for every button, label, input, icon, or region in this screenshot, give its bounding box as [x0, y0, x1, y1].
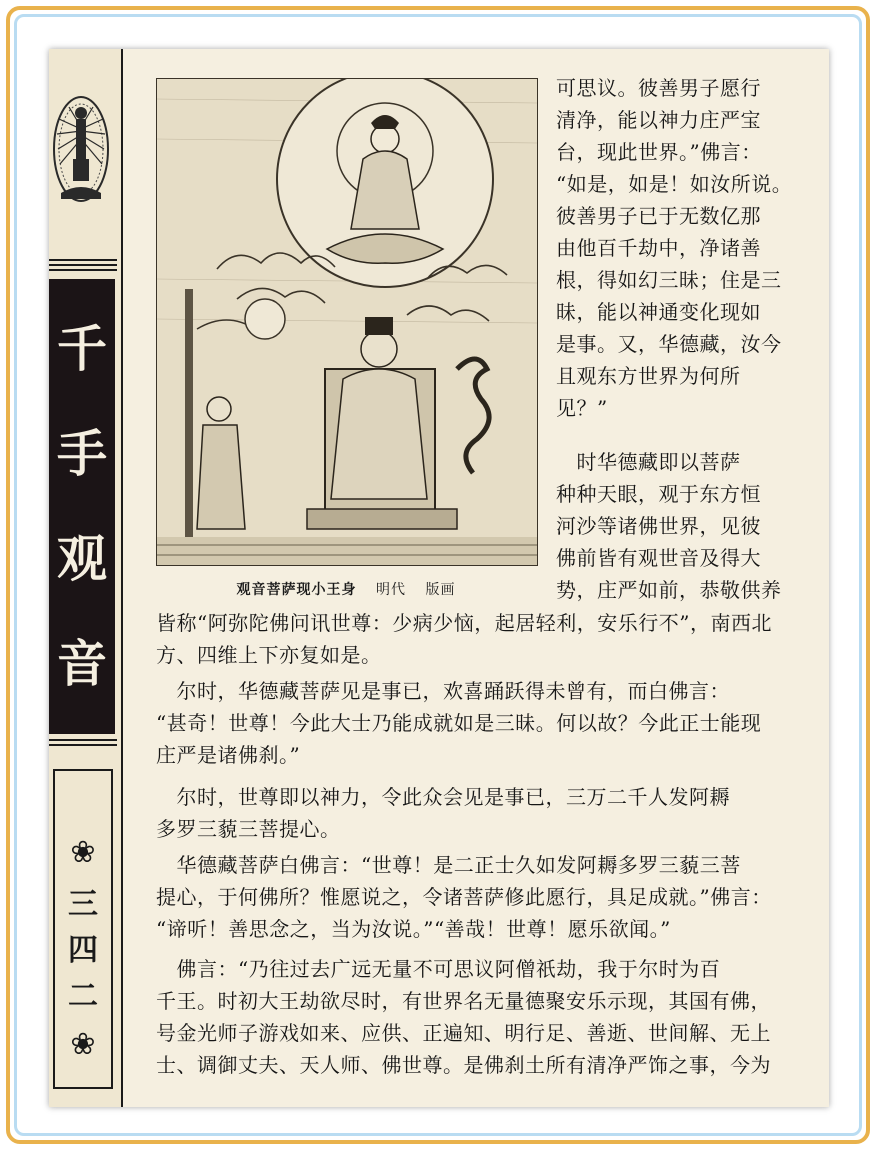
text-line: 华德藏菩萨白佛言：“世尊！是二正士久如发阿耨多罗三藐三菩 — [156, 853, 741, 877]
divider — [49, 269, 117, 271]
emblem-panel — [49, 49, 117, 261]
text-line: 清净，能以神力庄严宝 — [556, 108, 761, 132]
thousand-armed-guanyin-emblem-icon — [51, 89, 111, 209]
text-line: 士、调御丈夫、天人师、佛世尊。是佛刹土所有清净严饰之事，今为 — [156, 1053, 771, 1077]
text-line: 昧，能以神通变化现如 — [556, 300, 761, 324]
caption-type: 版画 — [425, 582, 456, 598]
woodblock-illustration — [156, 78, 538, 566]
page-number-char: 三 — [68, 887, 98, 922]
text-line: 号金光师子游戏如来、应供、正遍知、明行足、善逝、世间解、无上 — [156, 1021, 771, 1045]
text-line: 势，庄严如前，恭敬供养 — [556, 578, 782, 602]
page-number-char: 四 — [68, 933, 98, 968]
text-line: 佛前皆有观世音及得大 — [556, 546, 761, 570]
book-title-char: 观 — [57, 530, 107, 588]
book-title-char: 音 — [57, 635, 107, 693]
text-line: 且观东方世界为何所 — [556, 364, 741, 388]
page-number-panel — [53, 769, 113, 1089]
flower-ornament-icon: ❀ — [70, 835, 96, 870]
text-line: 皆称“阿弥陀佛问讯世尊：少病少恼，起居轻利，安乐行不”，南西北 — [156, 611, 772, 635]
text-line: 彼善男子已于无数亿那 — [556, 204, 761, 228]
book-title-char: 千 — [57, 320, 107, 378]
book-page — [49, 49, 829, 1107]
caption-era: 明代 — [376, 582, 406, 598]
text-line: 多罗三藐三菩提心。 — [156, 817, 341, 841]
text-line: 根，得如幻三昧；住是三 — [556, 268, 782, 292]
text-line: 台，现此世界。”佛言： — [556, 140, 762, 164]
text-line: “如是，如是！如汝所说。 — [556, 172, 793, 196]
caption-title: 观音菩萨现小王身 — [236, 582, 357, 598]
illustration-caption — [156, 579, 536, 599]
page-number-char: 二 — [68, 979, 98, 1014]
text-line: 尔时，世尊即以神力，令此众会见是事已，三万二千人发阿耨 — [156, 785, 730, 809]
divider — [49, 264, 117, 266]
text-line: “谛听！善思念之，当为汝说。”“善哉！世尊！愿乐欲闻。” — [156, 917, 671, 941]
text-line: 是事。又，华德藏，汝今 — [556, 332, 782, 356]
text-line: 庄严是诸佛刹。” — [156, 743, 301, 767]
book-title-block — [49, 279, 115, 734]
text-line: 佛言：“乃往过去广远无量不可思议阿僧祇劫，我于尔时为百 — [156, 957, 721, 981]
text-line: 时华德藏即以菩萨 — [556, 450, 741, 474]
text-line: 可思议。彼善男子愿行 — [556, 76, 761, 100]
divider — [49, 739, 117, 741]
divider — [49, 744, 117, 746]
text-line: 见？” — [556, 396, 608, 420]
text-line: 由他百千劫中，净诸善 — [556, 236, 761, 260]
guanyin-and-king-illustration — [157, 79, 537, 565]
text-line: “甚奇！世尊！今此大士乃能成就如是三昧。何以故？今此正士能现 — [156, 711, 762, 735]
text-line: 尔时，华德藏菩萨见是事已，欢喜踊跃得未曾有，而白佛言： — [156, 679, 730, 703]
text-line: 种种天眼，观于东方恒 — [556, 482, 761, 506]
flower-ornament-icon: ❀ — [70, 1027, 96, 1062]
text-line: 方、四维上下亦复如是。 — [156, 643, 382, 667]
text-line: 河沙等诸佛世界，见彼 — [556, 514, 761, 538]
book-title-char: 手 — [57, 425, 107, 483]
page-margin-strip — [49, 49, 123, 1107]
text-line: 千王。时初大王劫欲尽时，有世界名无量德聚安乐示现，其国有佛， — [156, 989, 771, 1013]
text-line: 提心，于何佛所？惟愿说之，令诸菩萨修此愿行，具足成就。”佛言： — [156, 885, 772, 909]
